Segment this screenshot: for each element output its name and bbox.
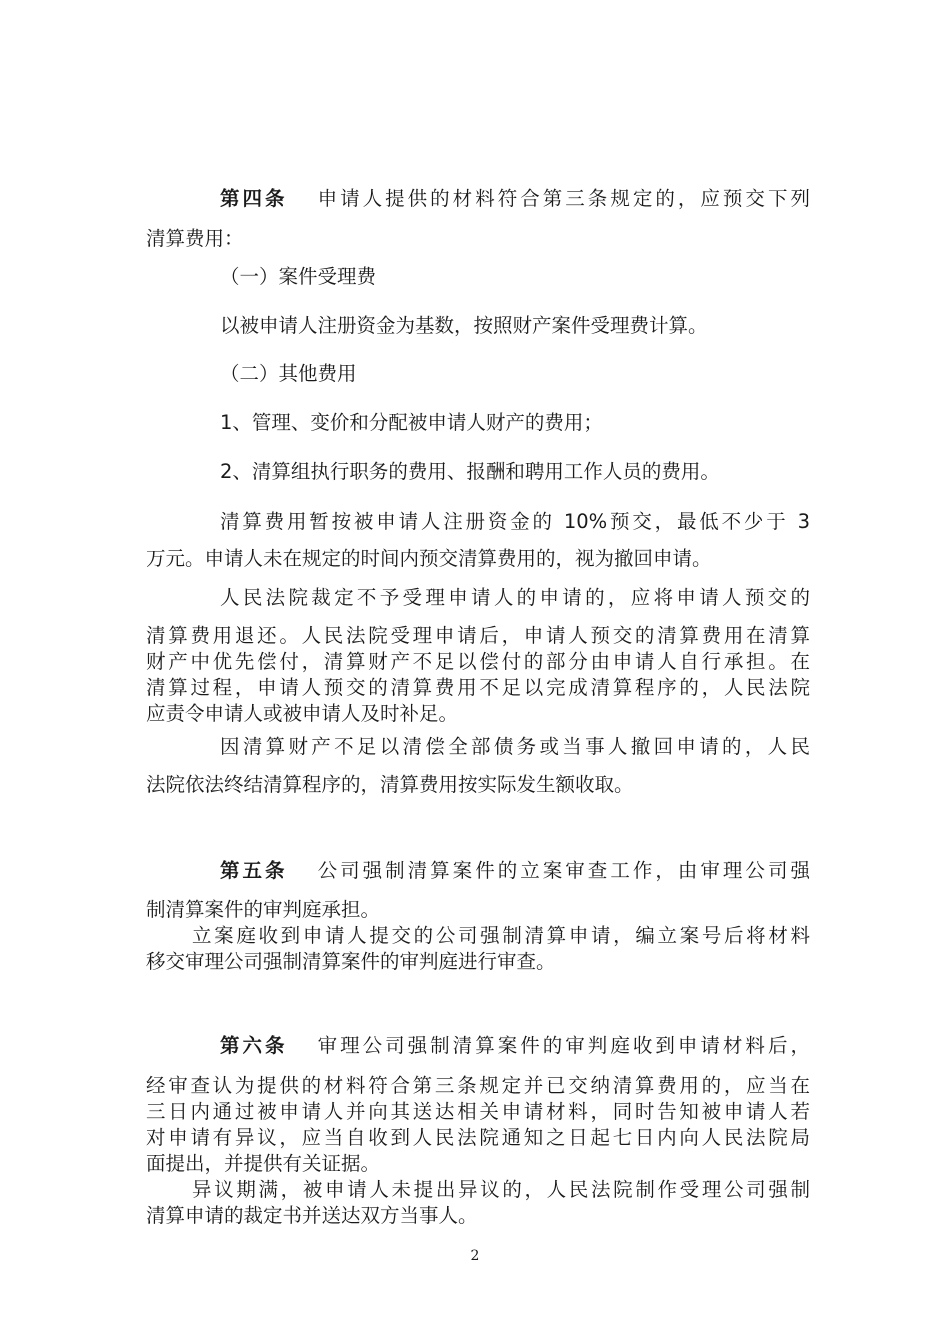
page-number: 2 xyxy=(470,1248,480,1264)
refund-paragraph-line: 应责令申请人或被申请人及时补足。 xyxy=(146,702,459,725)
item-1-title: （一）案件受理费 xyxy=(220,265,377,288)
refund-paragraph-line: 人民法院裁定不予受理申请人的申请的，应将申请人预交的 xyxy=(220,586,810,609)
article-6-paragraph-line: 清算申请的裁定书并送达双方当事人。 xyxy=(146,1204,478,1227)
refund-paragraph-line: 清算过程，申请人预交的清算费用不足以完成清算程序的，人民法院 xyxy=(146,676,810,699)
fee-paragraph-line: 万元。申请人未在规定的时间内预交清算费用的，视为撤回申请。 xyxy=(146,547,712,570)
article-6-paragraph-line: 异议期满，被申请人未提出异议的，人民法院制作受理公司强制 xyxy=(192,1178,810,1201)
article-5-line: 制清算案件的审判庭承担。 xyxy=(146,898,381,921)
sub-item-2: 2、清算组执行职务的费用、报酬和聘用工作人员的费用。 xyxy=(220,460,720,483)
end-paragraph-line: 法院依法终结清算程序的，清算费用按实际发生额收取。 xyxy=(146,773,634,796)
article-5-first-line: 第五条 公司强制清算案件的立案审查工作，由审理公司强 xyxy=(220,859,810,882)
article-6-line: 面提出，并提供有关证据。 xyxy=(146,1152,381,1175)
article-6-line: 经审查认为提供的材料符合第三条规定并已交纳清算费用的，应当在 xyxy=(146,1074,810,1097)
fee-paragraph-line: 清算费用暂按被申请人注册资金的 10%预交，最低不少于 3 xyxy=(220,510,810,533)
article-6-line: 对申请有异议，应当自收到人民法院通知之日起七日内向人民法院局 xyxy=(146,1126,810,1149)
sub-item-1: 1、管理、变价和分配被申请人财产的费用； xyxy=(220,411,603,434)
article-4-heading: 第四条 xyxy=(220,187,288,210)
article-5-paragraph-line: 立案庭收到申请人提交的公司强制清算申请，编立案号后将材料 xyxy=(192,924,810,947)
article-4-first-line: 第四条 申请人提供的材料符合第三条规定的，应预交下列 xyxy=(220,187,810,210)
end-paragraph-line: 因清算财产不足以清偿全部债务或当事人撤回申请的，人民 xyxy=(220,735,810,758)
article-5-paragraph-line: 移交审理公司强制清算案件的审判庭进行审查。 xyxy=(146,950,556,973)
refund-paragraph-line: 清算费用退还。人民法院受理申请后，申请人预交的清算费用在清算 xyxy=(146,624,810,647)
article-6-line: 三日内通过被申请人并向其送达相关申请材料，同时告知被申请人若 xyxy=(146,1100,810,1123)
item-1-text: 以被申请人注册资金为基数，按照财产案件受理费计算。 xyxy=(220,314,708,337)
article-5-heading: 第五条 xyxy=(220,859,288,882)
item-2-title: （二）其他费用 xyxy=(220,362,357,385)
article-6-heading: 第六条 xyxy=(220,1034,288,1057)
article-4-line: 清算费用： xyxy=(146,227,244,250)
refund-paragraph-line: 财产中优先偿付，清算财产不足以偿付的部分由申请人自行承担。在 xyxy=(146,650,810,673)
article-6-first-line: 第六条 审理公司强制清算案件的审判庭收到申请材料后， xyxy=(220,1034,810,1057)
